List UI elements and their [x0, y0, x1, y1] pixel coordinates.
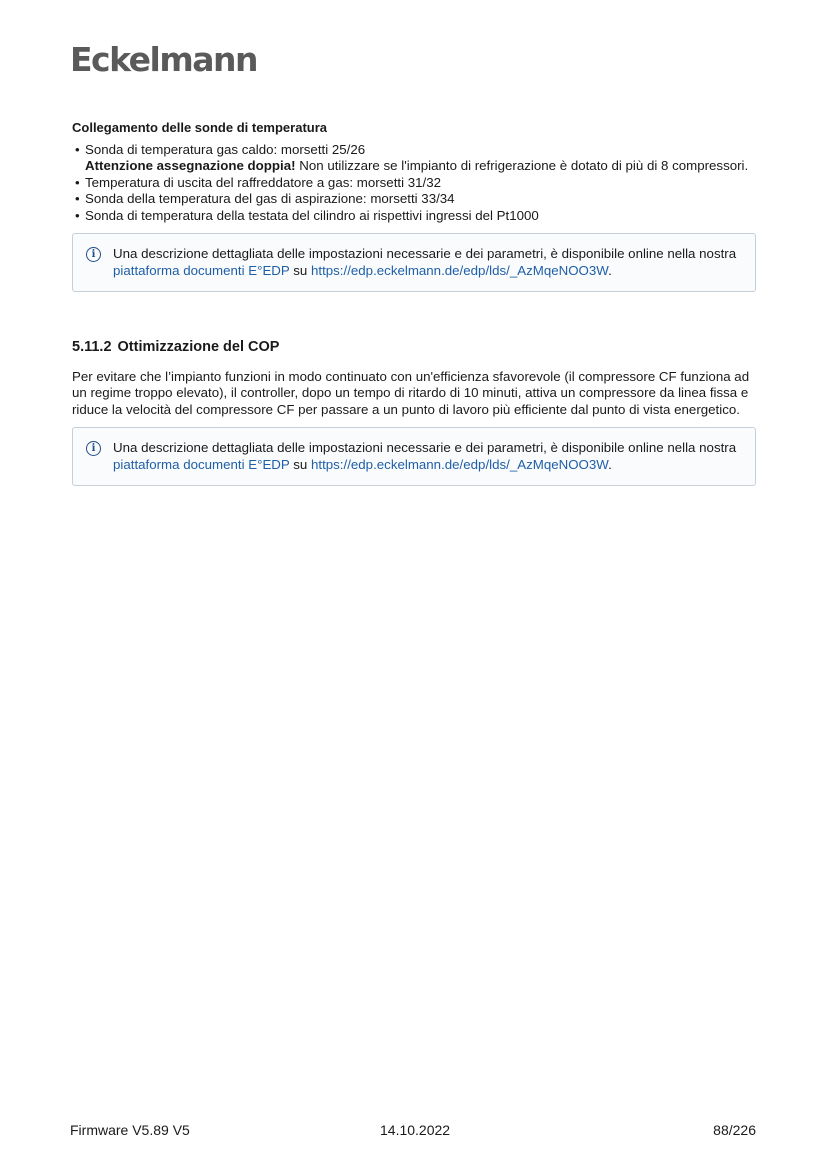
- section-title-text: Ottimizzazione del COP: [117, 339, 280, 355]
- probes-heading: Collegamento delle sonde di temperatura: [72, 120, 327, 135]
- info-text: .: [608, 262, 612, 278]
- edp-url-link[interactable]: https://edp.eckelmann.de/edp/lds/_AzMqeNOO3W: [310, 262, 609, 278]
- info-text: Una descrizione dettagliata delle impostazioni necessarie e dei parametri, è disponibile online nella nostra: [113, 440, 737, 455]
- probes-list: [72, 142, 756, 225]
- list-item-text: Sonda di temperatura gas caldo: morsetti 25/26: [85, 141, 366, 157]
- list-item: [72, 191, 756, 208]
- list-item: [72, 142, 756, 175]
- section-title: [72, 339, 756, 356]
- info-text: .: [608, 456, 612, 472]
- info-circle-icon: i: [86, 247, 101, 262]
- list-item-text: Sonda della temperatura del gas di aspirazione: morsetti 33/34: [85, 191, 455, 206]
- info-circle-icon: i: [86, 441, 101, 456]
- edp-platform-link[interactable]: piattaforma documenti E°EDP: [113, 262, 290, 278]
- info-text: su: [289, 262, 311, 278]
- info-text: su: [289, 456, 311, 472]
- info-box-cop: [72, 427, 756, 486]
- info-box-probes: [72, 233, 756, 292]
- list-item: [72, 175, 756, 192]
- footer-date: 14.10.2022: [380, 1122, 451, 1138]
- list-item-text: Sonda di temperatura della testata del cilindro ai rispettivi ingressi del Pt1000: [85, 207, 539, 223]
- page-footer: [70, 1122, 756, 1140]
- section-body: Per evitare che l’impianto funzioni in modo continuato con un'efficienza sfavorevole (il compressore CF funziona ad un regime troppo elevato), il controller, dopo un tempo di ritardo di 10 minuti, attiva un compressore da linea fissa e riduce la velocità del compressore CF per passare a un punto di lavoro più efficiente dal punto di vista energetico.: [72, 368, 750, 417]
- warning-text: Non utilizzare se l'impianto di refrigerazione è dotato di più di 8 compressori.: [295, 158, 749, 173]
- page-content: [72, 120, 756, 486]
- edp-platform-link[interactable]: piattaforma documenti E°EDP: [113, 456, 290, 472]
- eckelmann-logo: Eckelmann: [70, 40, 257, 79]
- info-text: Una descrizione dettagliata delle impostazioni necessarie e dei parametri, è disponibile online nella nostra: [113, 246, 737, 261]
- footer-firmware: Firmware V5.89 V5: [70, 1122, 190, 1138]
- footer-page-number: 88/226: [713, 1122, 756, 1138]
- list-item: [72, 208, 756, 225]
- section-number: 5.11.2: [72, 339, 112, 355]
- list-item-text: Temperatura di uscita del raffreddatore a gas: morsetti 31/32: [85, 174, 442, 190]
- double-assignment-warning: Attenzione assegnazione doppia!: [85, 158, 296, 173]
- edp-url-link[interactable]: https://edp.eckelmann.de/edp/lds/_AzMqeNOO3W: [310, 456, 609, 472]
